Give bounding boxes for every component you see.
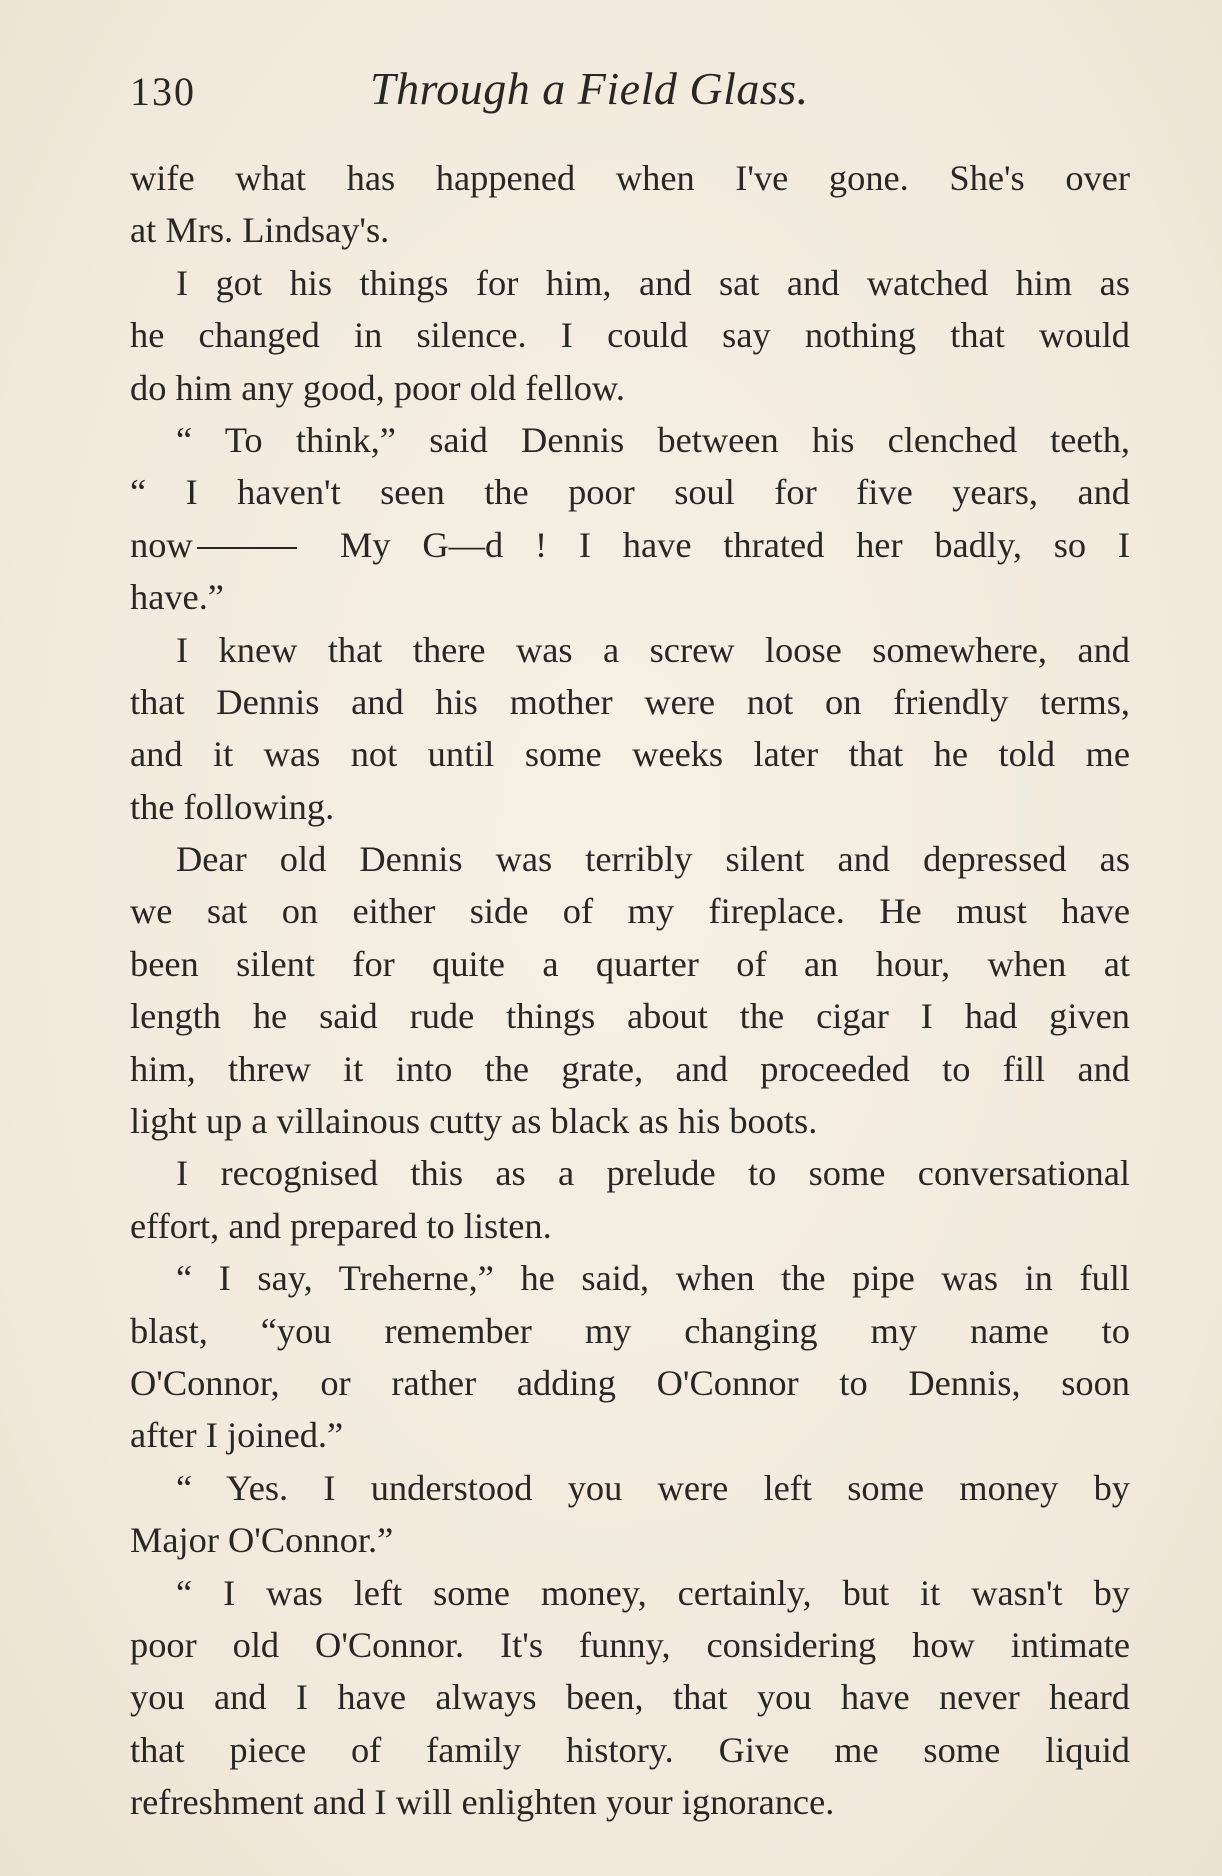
text-line: him, threw it into the grate, and proceeded to fill and [130, 1048, 1130, 1089]
text-line: “ I haven't seen the poor soul for five years, and [130, 472, 1130, 513]
text-line: the following. [130, 786, 335, 827]
text-line: he changed in silence. I could say nothing that would [130, 315, 1130, 356]
text-line: poor old O'Connor. It's funny, considering how intimate [130, 1624, 1130, 1665]
text-line: “ Yes. I understood you were left some money by [176, 1467, 1130, 1508]
text-line: length he said rude things about the cigar I had given [130, 996, 1130, 1037]
text-line: light up a villainous cutty as black as his boots. [130, 1101, 818, 1142]
text-line: that Dennis and his mother were not on friendly terms, [130, 681, 1130, 722]
text-line: after I joined.” [130, 1415, 344, 1456]
text-line: and it was not until some weeks later that he told me [130, 734, 1130, 775]
text-fragment: now [130, 524, 193, 565]
text-line: refreshment and I will enlighten your ignorance. [130, 1782, 835, 1823]
text-line: we sat on either side of my fireplace. He must have [130, 891, 1130, 932]
page-number: 130 [130, 69, 196, 114]
running-title: Through a Field Glass. [370, 63, 809, 114]
text-line: been silent for quite a quarter of an hour, when at [130, 943, 1130, 984]
text-line: that piece of family history. Give me some liquid [130, 1729, 1130, 1770]
text-line-start [130, 519, 297, 571]
text-line: Dear old Dennis was terribly silent and depressed as [176, 839, 1130, 880]
text-line: “ To think,” said Dennis between his clenched teeth, [176, 419, 1130, 460]
text-line: have.” [130, 577, 224, 618]
text-line: you and I have always been, that you have never heard [130, 1677, 1130, 1718]
text-fragment: My G—d ! I have thrated her badly, so I [340, 524, 1130, 565]
body-text [130, 152, 1130, 1829]
text-line: I got his things for him, and sat and watched him as [176, 262, 1130, 303]
em-dash-rule [197, 547, 297, 549]
page-header [130, 62, 1130, 132]
text-line [130, 519, 1130, 571]
text-line: “ I was left some money, certainly, but it wasn't by [176, 1572, 1130, 1613]
text-line: I knew that there was a screw loose somewhere, and [176, 629, 1130, 670]
text-line: at Mrs. Lindsay's. [130, 210, 390, 251]
text-line: blast, “you remember my changing my name to [130, 1310, 1130, 1351]
text-line: “ I say, Treherne,” he said, when the pipe was in full [176, 1258, 1130, 1299]
text-line: do him any good, poor old fellow. [130, 367, 625, 408]
text-line: wife what has happened when I've gone. She's over [130, 158, 1130, 198]
text-line: effort, and prepared to listen. [130, 1205, 552, 1246]
text-line: Major O'Connor.” [130, 1520, 394, 1561]
text-line: I recognised this as a prelude to some conversational [176, 1153, 1130, 1194]
text-line: O'Connor, or rather adding O'Connor to Dennis, soon [130, 1362, 1130, 1403]
